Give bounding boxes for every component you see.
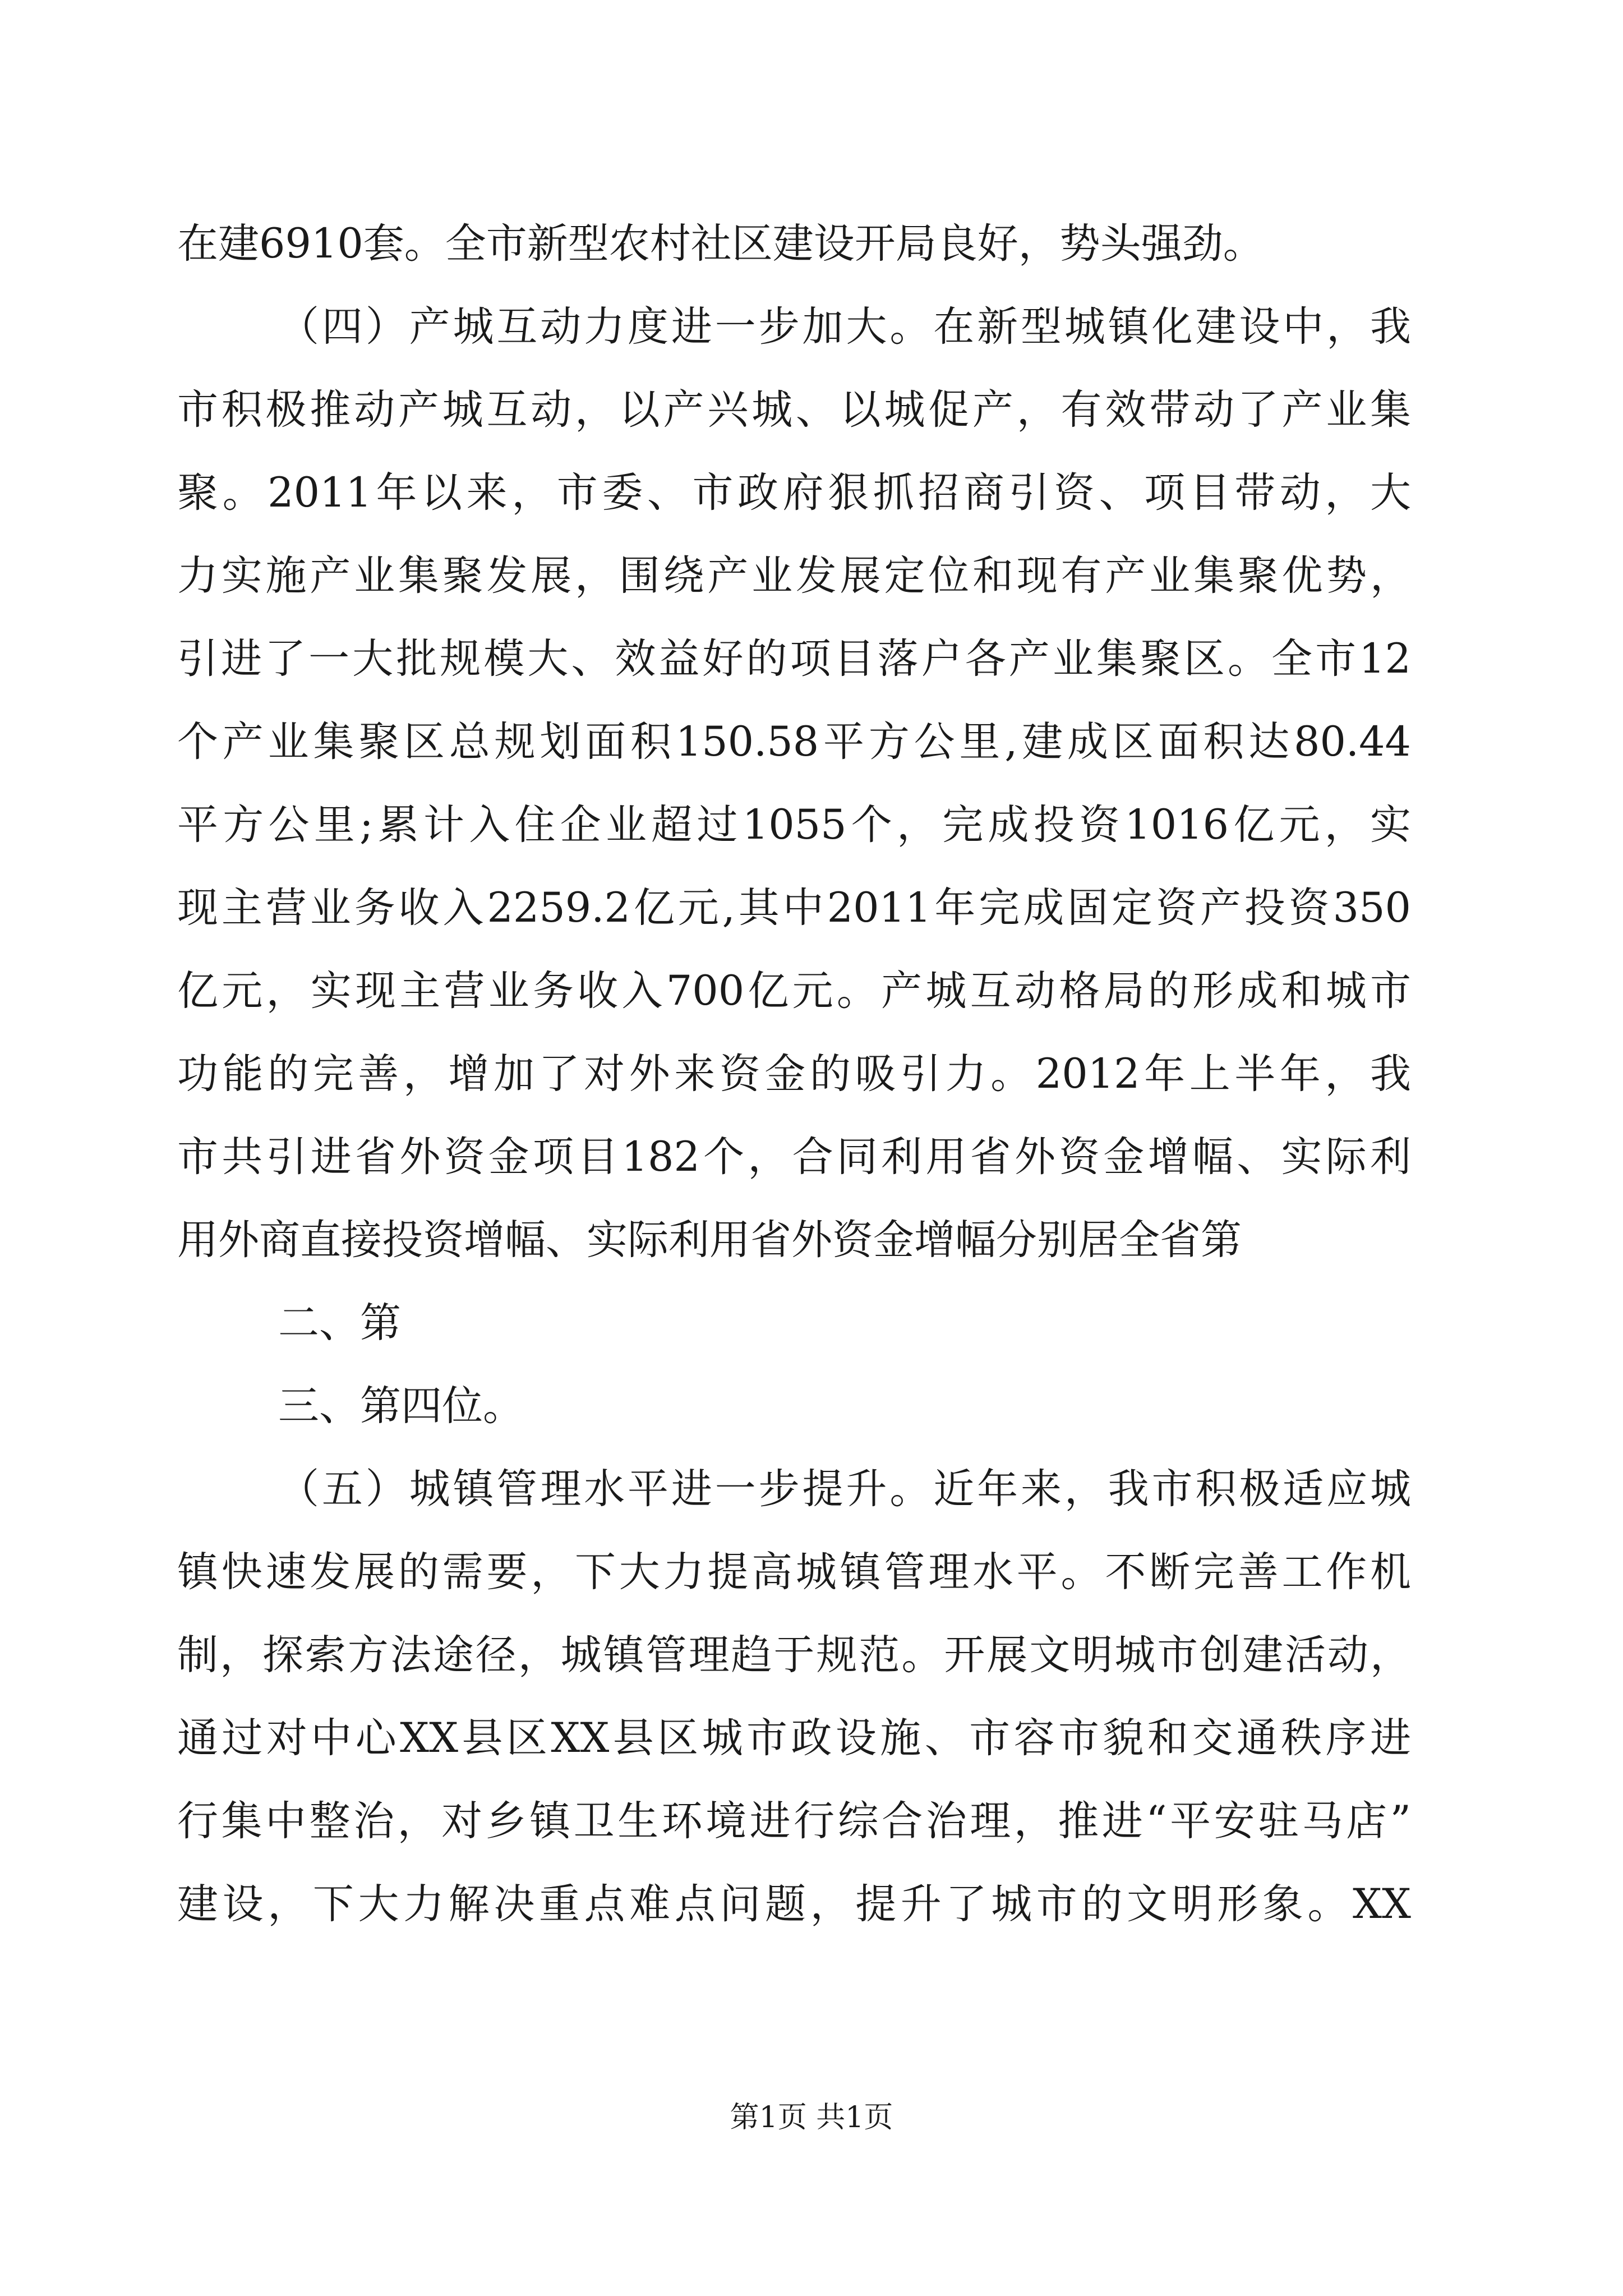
- text-line-content: 镇快速发展的需要，下大力提高城镇管理水平。不断完善工作机: [177, 1548, 1411, 1596]
- text-line: [177, 1542, 1411, 1603]
- text-line-content: 建设，下大力解决重点难点问题，提升了城市的文明形象。XX: [177, 1880, 1411, 1928]
- text-line: [177, 1708, 1411, 1769]
- text-line: [177, 1126, 1411, 1188]
- text-line-content: 在建6910套。全市新型农村社区建设开局良好，势头强劲。: [177, 220, 1264, 268]
- text-line: [177, 1043, 1411, 1105]
- text-line-content: 功能的完善，增加了对外来资金的吸引力。2012年上半年，我: [177, 1050, 1411, 1098]
- text-line-content: 聚。2011年以来，市委、市政府狠抓招商引资、项目带动，大: [177, 469, 1411, 517]
- text-line-content: 引进了一大批规模大、效益好的项目落户各产业集聚区。全市12: [177, 635, 1411, 683]
- text-line-content: 市积极推动产城互动，以产兴城、以城促产，有效带动了产业集: [177, 386, 1411, 434]
- text-line: [177, 960, 1411, 1022]
- text-line: [177, 794, 1411, 856]
- text-line-content: 平方公里;累计入住企业超过1055个，完成投资1016亿元，实: [177, 801, 1411, 849]
- text-line-content: 三、第四位。: [278, 1382, 524, 1430]
- paragraph-start: [177, 1375, 524, 1437]
- paragraph-start: [177, 296, 1411, 358]
- text-line: [177, 379, 1411, 441]
- text-line: [177, 1209, 1242, 1271]
- text-line: [177, 877, 1411, 939]
- text-line-content: 亿元，实现主营业务收入700亿元。产城互动格局的形成和城市: [177, 967, 1411, 1015]
- text-line: [177, 213, 1264, 275]
- page-footer: [0, 2098, 1623, 2137]
- text-line-content: 现主营业务收入2259.2亿元,其中2011年完成固定资产投资350: [177, 884, 1411, 932]
- paragraph-start: [177, 1292, 401, 1354]
- text-line: [177, 1625, 1411, 1686]
- text-line: [177, 628, 1411, 690]
- text-line-content: 个产业集聚区总规划面积150.58平方公里,建成区面积达80.44: [177, 718, 1411, 766]
- text-line: [177, 711, 1411, 773]
- text-line: [177, 462, 1411, 524]
- page-number: 第1页 共1页: [730, 2101, 893, 2134]
- text-line-content: 二、第: [278, 1299, 401, 1347]
- text-line-content: 行集中整治，对乡镇卫生环境进行综合治理，推进“平安驻马店”: [177, 1797, 1411, 1845]
- text-line: [177, 545, 1411, 607]
- text-line-content: （五）城镇管理水平进一步提升。近年来，我市积极适应城: [278, 1465, 1411, 1513]
- text-line-content: 力实施产业集聚发展，围绕产业发展定位和现有产业集聚优势，: [177, 552, 1411, 600]
- text-line: [177, 1791, 1411, 1852]
- text-line: [177, 1874, 1411, 1935]
- text-line-content: 制，探索方法途径，城镇管理趋于规范。开展文明城市创建活动，: [177, 1631, 1411, 1679]
- text-line-content: 用外商直接投资增幅、实际利用省外资金增幅分别居全省第: [177, 1216, 1242, 1264]
- text-line-content: （四）产城互动力度进一步加大。在新型城镇化建设中，我: [278, 303, 1411, 351]
- text-line-content: 通过对中心XX县区XX县区城市政设施、市容市貌和交通秩序进: [177, 1714, 1411, 1762]
- paragraph-start: [177, 1458, 1411, 1520]
- text-line-content: 市共引进省外资金项目182个，合同利用省外资金增幅、实际利: [177, 1133, 1411, 1181]
